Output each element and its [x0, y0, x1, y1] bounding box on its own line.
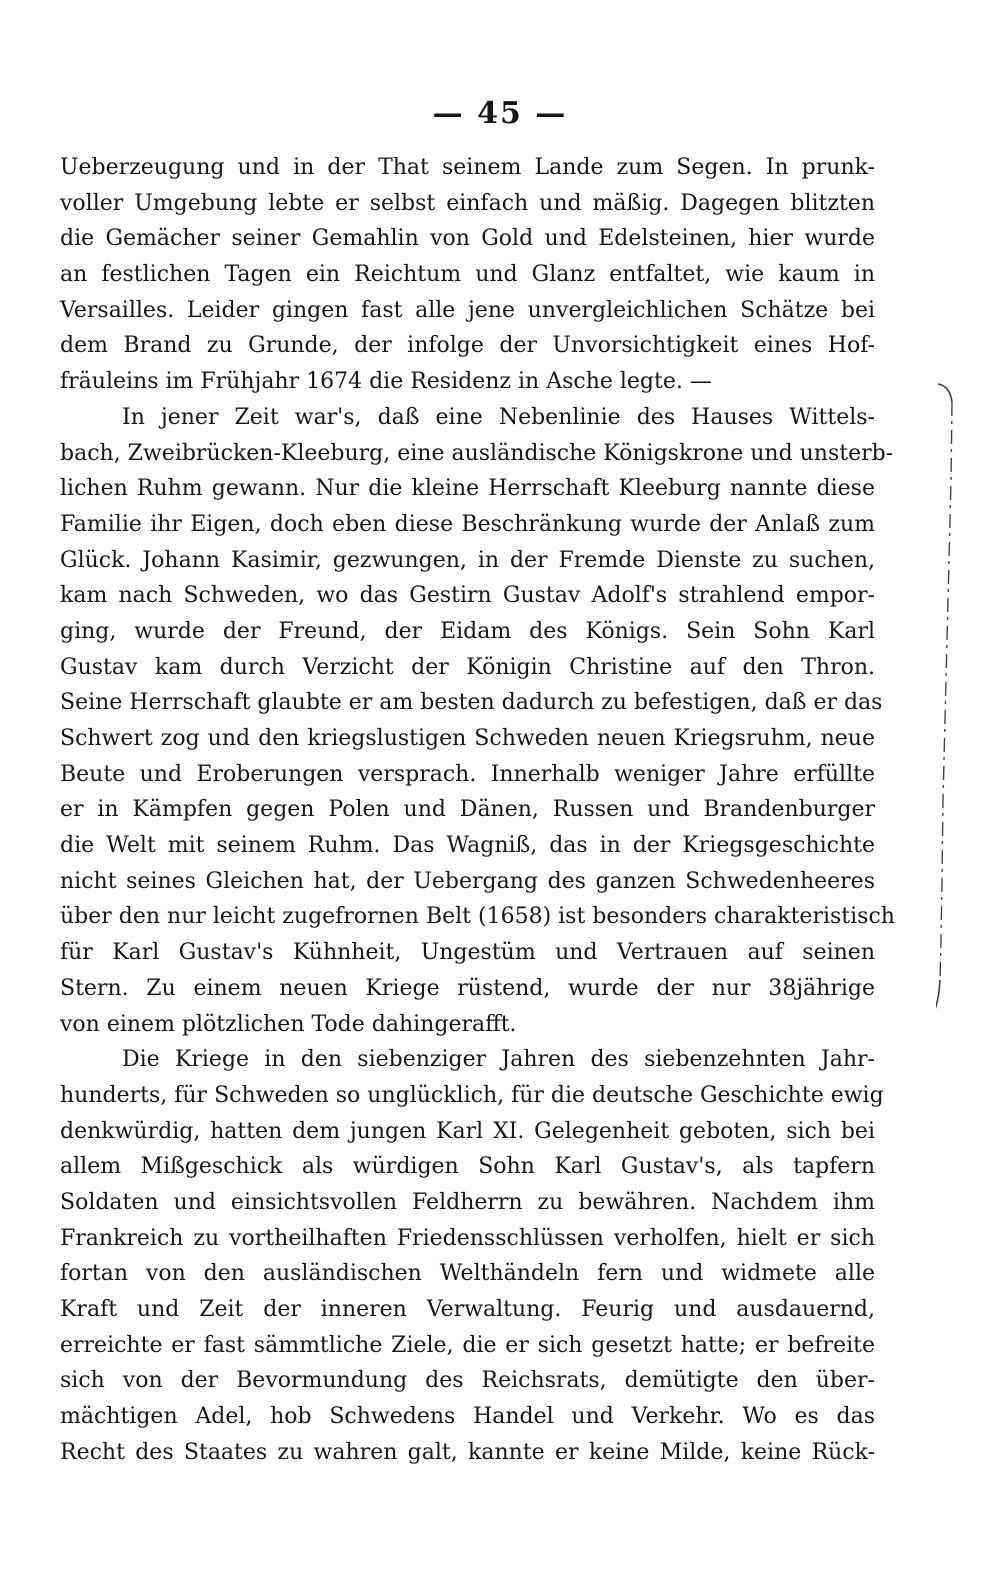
text-line: mächtigen Adel, hob Schwedens Handel und Verkehr. Wo es das	[60, 1404, 875, 1430]
text-line: Soldaten und einsichtsvollen Feldherrn zu bewähren. Nachdem ihm	[60, 1189, 875, 1215]
text-line: sich von der Bevormundung des Reichsrats, demütigte den über-	[60, 1368, 875, 1394]
text-line: Familie ihr Eigen, doch eben diese Beschränkung wurde der Anlaß zum	[60, 511, 875, 537]
text-line: Gustav kam durch Verzicht der Königin Christine auf den Thron.	[60, 654, 875, 680]
text-line: ging, wurde der Freund, der Eidam des Königs. Sein Sohn Karl	[60, 618, 875, 644]
text-line: die Welt mit seinem Ruhm. Das Wagniß, das in der Kriegsgeschichte	[60, 833, 875, 859]
text-line: über den nur leicht zugefrornen Belt (1658) ist besonders charakteristisch	[60, 904, 895, 930]
text-line: für Karl Gustav's Kühnheit, Ungestüm und Vertrauen auf seinen	[60, 940, 875, 966]
text-line: lichen Ruhm gewann. Nur die kleine Herrschaft Kleeburg nannte diese	[60, 476, 875, 502]
text-line: dem Brand zu Grunde, der infolge der Unvorsichtigkeit eines Hof-	[60, 333, 875, 359]
text-line: Seine Herrschaft glaubte er am besten dadurch zu befestigen, daß er das	[60, 690, 883, 716]
text-line: kam nach Schweden, wo das Gestirn Gustav Adolf's strahlend empor-	[60, 583, 875, 609]
text-line: bach, Zweibrücken-Kleeburg, eine ausländische Königskrone und unsterb-	[60, 440, 894, 466]
text-line: Die Kriege in den siebenziger Jahren des siebenzehnten Jahr-	[122, 1047, 875, 1073]
text-line: Ueberzeugung und in der That seinem Lande zum Segen. In prunk-	[60, 155, 875, 180]
page-number: — 45 —	[432, 96, 568, 131]
text-line: Recht des Staates zu wahren galt, kannte er keine Milde, keine Rück-	[60, 1439, 875, 1465]
text-line: In jener Zeit war's, daß eine Nebenlinie des Hauses Wittels-	[122, 404, 875, 430]
text-line: nicht seines Gleichen hat, der Uebergang des ganzen Schwedenheeres	[60, 868, 875, 894]
body-text	[60, 150, 895, 1470]
text-line: Versailles. Leider gingen fast alle jene unvergleichlichen Schätze bei	[60, 297, 875, 323]
text-line: Frankreich zu vortheilhaften Friedensschlüssen verholfen, hielt er sich	[60, 1225, 875, 1251]
text-line: die Gemächer seiner Gemahlin von Gold und Edelsteinen, hier wurde	[60, 226, 875, 252]
text-line: Beute und Eroberungen versprach. Innerhalb weniger Jahre erfüllte	[60, 761, 875, 787]
text-line: Kraft und Zeit der inneren Verwaltung. Feurig und ausdauernd,	[60, 1297, 875, 1322]
text-line: erreichte er fast sämmtliche Ziele, die er sich gesetzt hatte; er befreite	[60, 1332, 875, 1358]
text-line: Schwert zog und den kriegslustigen Schweden neuen Kriegsruhm, neue	[60, 726, 875, 751]
text-line: Glück. Johann Kasimir, gezwungen, in der Fremde Dienste zu suchen,	[60, 547, 875, 573]
margin-pencil-bracket	[936, 380, 966, 1020]
text-line: allem Mißgeschick als würdigen Sohn Karl Gustav's, als tapfern	[60, 1154, 875, 1180]
text-line: von einem plötzlichen Tode dahingerafft.	[60, 1011, 517, 1037]
text-line: fräuleins im Frühjahr 1674 die Residenz in Asche legte. —	[60, 369, 712, 395]
text-line: an festlichen Tagen ein Reichtum und Glanz entfaltet, wie kaum in	[60, 262, 875, 288]
text-line: hunderts, für Schweden so unglücklich, für die deutsche Geschichte ewig	[60, 1082, 884, 1108]
text-line: fortan von den ausländischen Welthändeln fern und widmete alle	[60, 1261, 875, 1287]
text-line: denkwürdig, hatten dem jungen Karl XI. Gelegenheit geboten, sich bei	[60, 1118, 875, 1144]
text-line: Stern. Zu einem neuen Kriege rüstend, wurde der nur 38jährige	[60, 975, 875, 1001]
text-line: voller Umgebung lebte er selbst einfach und mäßig. Dagegen blitzten	[60, 190, 875, 216]
text-line: er in Kämpfen gegen Polen und Dänen, Russen und Brandenburger	[60, 797, 875, 823]
